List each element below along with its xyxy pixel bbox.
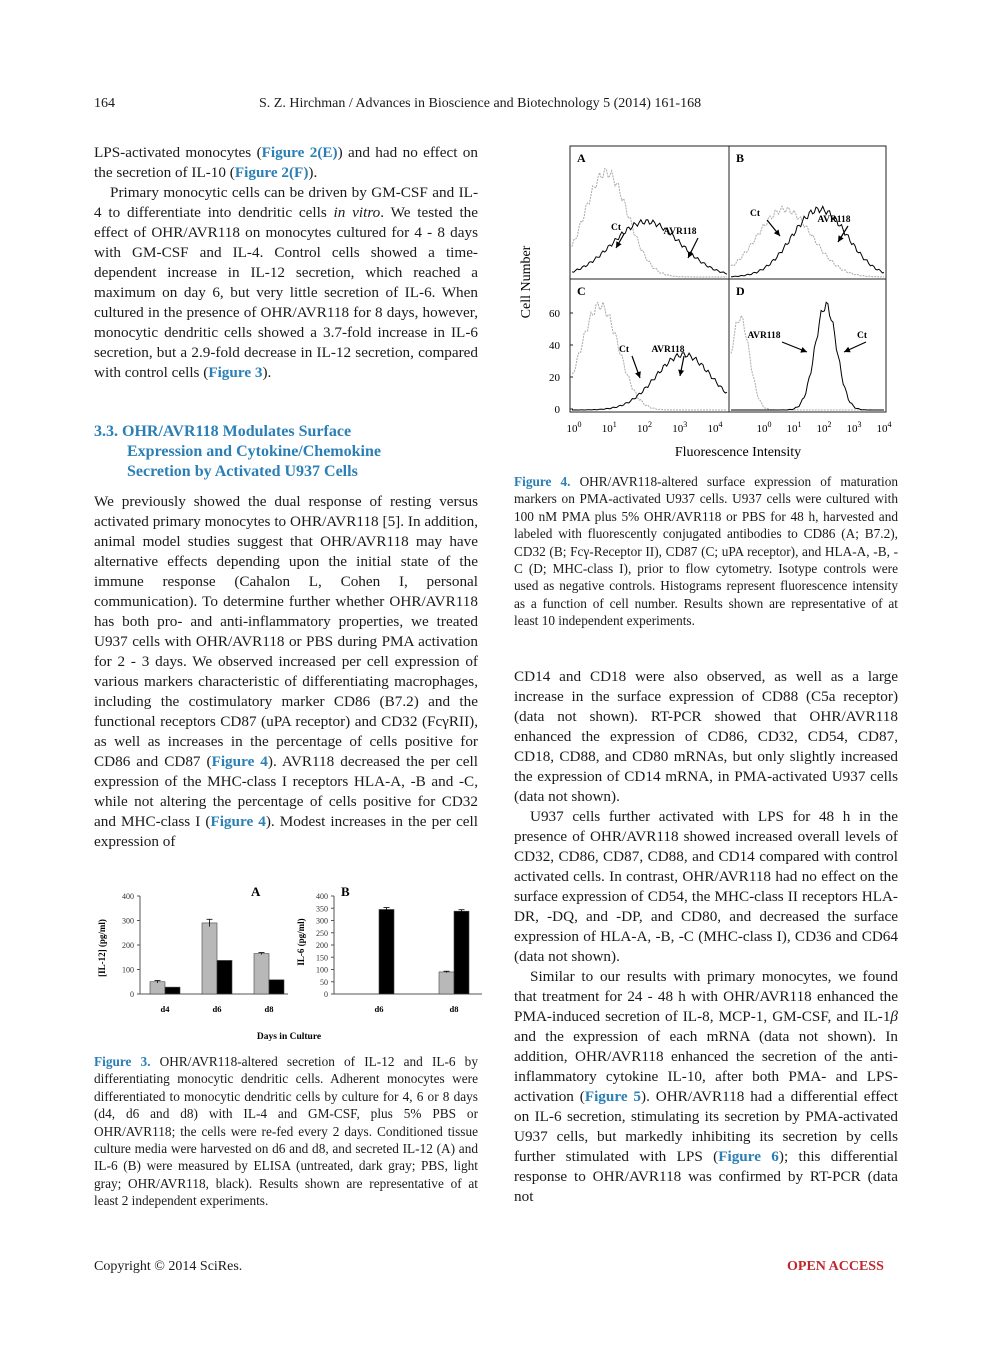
histogram-ct-curve bbox=[731, 316, 884, 410]
figure-link[interactable]: Figure 5 bbox=[584, 1088, 642, 1105]
open-access-badge: OPEN ACCESS bbox=[787, 1259, 884, 1274]
copyright-notice: Copyright © 2014 SciRes. bbox=[94, 1259, 243, 1274]
x-tick-label: d6 bbox=[212, 1004, 222, 1014]
x-tick-label: $10^1$ bbox=[786, 420, 802, 435]
italic-run: in vitro bbox=[333, 204, 381, 221]
y-tick-label: 400 bbox=[316, 892, 328, 901]
bar-ohr-avr118 bbox=[269, 980, 284, 994]
x-tick-label: $10^4$ bbox=[707, 420, 723, 435]
y-tick-label: 150 bbox=[316, 953, 328, 963]
figure-3-ylabel-a: [IL-12] (pg/ml) bbox=[97, 919, 107, 977]
italic-run: β bbox=[890, 1008, 898, 1025]
figure-3-panel-b bbox=[316, 892, 482, 1014]
x-tick-label: d6 bbox=[374, 1004, 384, 1014]
bar-ohr-avr118 bbox=[454, 911, 469, 994]
running-title: S. Z. Hirchman / Advances in Bioscience and Biotechnology 5 (2014) 161-168 bbox=[259, 96, 702, 111]
y-tick-label: 100 bbox=[122, 965, 134, 975]
bar-ohr-avr118 bbox=[165, 987, 180, 994]
ct-annotation: Ct bbox=[856, 331, 868, 341]
section-title-part: OHR/AVR118 Modulates Surface bbox=[122, 423, 352, 440]
x-tick-label: d8 bbox=[264, 1004, 274, 1014]
y-tick-label: 200 bbox=[316, 941, 328, 950]
figure-4-chart bbox=[512, 140, 902, 462]
annotation-arrowhead bbox=[678, 370, 684, 377]
left-paragraph-1 bbox=[94, 143, 478, 183]
text-run: ). Modest increases in the per cell expression of bbox=[94, 813, 478, 850]
section-number: 3.3. bbox=[94, 423, 118, 440]
figure-4-caption-text: OHR/AVR118-altered surface expression of maturation markers on PMA-activated U937 cells. U937 cells were cultured with 100 nM PMA plus 5% OHR/AVR118 or PBS for 48 h, harvested and labeled with fluorescently conjugated antibodies to CD86 (A; B7.2), CD32 (B; Fcγ-Receptor II), CD87 (C; uPA receptor), and HLA-A, -B, -C (D; MHC-class I), prior to flow cytometry. Isotype controls were used as negative controls. Histograms represent fluorescence intensity as a function of cell number. Results shown are representative of at least 10 independent experiments. bbox=[514, 474, 898, 629]
avr118-annotation: AVR118 bbox=[817, 215, 851, 225]
text-run: ) and had no effect on the secretion of IL-10 ( bbox=[94, 144, 478, 181]
y-tick-label: 20 bbox=[549, 372, 560, 384]
histogram-avr118-curve bbox=[572, 353, 727, 410]
panel-label-c: C bbox=[577, 284, 586, 298]
figure-4-caption bbox=[514, 473, 898, 630]
y-tick-label: 100 bbox=[316, 965, 328, 975]
figure-4-caption-label: Figure 4. bbox=[514, 474, 571, 489]
text-run: ); this differential response to OHR/AVR118 was confirmed by RT-PCR (data not bbox=[514, 1148, 898, 1205]
figure-link[interactable]: Figure 4 bbox=[210, 813, 266, 830]
x-tick-label: d8 bbox=[449, 1004, 459, 1014]
ct-annotation: Ct bbox=[610, 223, 622, 233]
y-tick-label: 300 bbox=[316, 916, 328, 926]
y-tick-label: 0 bbox=[324, 990, 328, 999]
figure-3-caption bbox=[94, 1053, 478, 1210]
text-run: ). OHR/AVR118 had a differential effect on IL-6 secretion, stimulating its secretion by PMA-activated U937 cells, but markedly inhibiting its secretion by cells further stimulated with LPS ( bbox=[514, 1088, 898, 1165]
figure-3-chart bbox=[94, 886, 486, 1046]
avr118-annotation: AVR118 bbox=[747, 331, 781, 341]
figure-link[interactable]: Figure 6 bbox=[718, 1148, 779, 1165]
avr118-annotation: AVR118 bbox=[663, 227, 697, 237]
histogram-ct-curve bbox=[572, 302, 727, 410]
left-column-bottom bbox=[94, 492, 478, 852]
figure-4-ylabel: Cell Number bbox=[519, 245, 534, 319]
left-paragraph-3 bbox=[94, 492, 478, 852]
text-run: LPS-activated monocytes ( bbox=[94, 144, 262, 161]
bar-pbs bbox=[254, 954, 269, 994]
text-run: and the expression of each mRNA (data not shown). In addition, OHR/AVR118 enhanced the secretion of the anti-inflammatory cytokine IL-10, after both PMA- and LPS-activation ( bbox=[514, 1028, 898, 1105]
page-number: 164 bbox=[94, 96, 115, 111]
y-tick-label: 0 bbox=[554, 404, 560, 416]
panel-label-a: A bbox=[577, 151, 586, 165]
ct-annotation: Ct bbox=[749, 209, 761, 219]
figure-4-histograms bbox=[549, 146, 892, 435]
bar-ohr-avr118 bbox=[379, 909, 394, 994]
section-heading-line-1 bbox=[94, 422, 478, 442]
y-tick-label: 250 bbox=[316, 928, 328, 938]
x-tick-label: $10^1$ bbox=[601, 420, 617, 435]
histogram-avr118-curve bbox=[731, 302, 884, 410]
y-tick-label: 60 bbox=[549, 308, 560, 320]
ct-annotation: Ct bbox=[618, 345, 630, 355]
figure-link[interactable]: Figure 2(F) bbox=[234, 164, 309, 181]
left-paragraph-2 bbox=[94, 183, 478, 383]
x-tick-label: $10^3$ bbox=[672, 420, 688, 435]
x-tick-label: $10^4$ bbox=[876, 420, 892, 435]
right-paragraph-2: U937 cells further activated with LPS for 48 h in the presence of OHR/AVR118 showed increased overall levels of CD32, CD86, CD87, CD88, and CD14 compared with control activated cells. In contrast, OHR/AVR118 had no effect on the surface expression of CD54, the MHC-class II receptors HLA-DR, -DQ, and -DP, and CD80, and decreased the surface expression of HLA-A, -B, -C (MHC-class I), CD36 and CD64 (data not shown). bbox=[514, 808, 898, 965]
x-tick-label: $10^2$ bbox=[816, 420, 832, 435]
bar-pbs bbox=[202, 923, 217, 994]
panel-label-a: A bbox=[251, 886, 261, 899]
figure-3-ylabel-b: IL-6 (pg/ml) bbox=[296, 918, 306, 966]
y-tick-label: 0 bbox=[130, 990, 134, 999]
histogram-avr118-curve bbox=[572, 220, 727, 274]
right-paragraph-1: CD14 and CD18 were also observed, as well as a large increase in the surface expression of CD88 (C5a receptor) (data not shown). RT-PCR showed that OHR/AVR118 enhanced the expression of CD86, CD32, CD54, CD87, CD18, CD88, and CD80 mRNAs, but only slightly increased the expression of CD14 mRNA, in PMA-activated U937 cells (data not shown). bbox=[514, 668, 898, 805]
avr118-annotation: AVR118 bbox=[651, 345, 685, 355]
right-column bbox=[514, 667, 898, 1207]
figure-3-caption-text: OHR/AVR118-altered secretion of IL-12 and IL-6 by differentiating monocytic dendritic cells. Adherent monocytes were differentiated to monocytic dendritic cells by culture for 4, 6 or 8 days (d4, d6 and d8) with IL-4 and GM-CSF, plus 5% PBS or OHR/AVR118; the cells were re-fed every 2 days. Conditioned tissue culture media were harvested on d6 and d8, and secreted IL-12 (A) and IL-6 (B) were measured by ELISA (untreated, dark gray; PBS, light gray; OHR/AVR118, black). Results shown are representative of at least 2 independent experiments. bbox=[94, 1054, 478, 1209]
panel-label-b: B bbox=[736, 151, 745, 165]
text-run: We previously showed the dual response of resting versus activated primary monocytes to OHR/AVR118 [5]. In addition, animal model studies suggest that OHR/AVR118 may have alternative effects depending upon the initial state of the immune response (Cahalon L, Cohen I, personal communication). To determine further whether OHR/AVR118 has both pro- and anti-inflammatory properties, we treated U937 cells with OHR/AVR118 or PBS during PMA activation for 2 - 3 days. We observed increased per cell expression of various markers characteristic of differentiating macrophages, including the costimulatory marker CD86 (B7.2) and the functional receptors CD87 (uPA receptor) and CD32 (FcγRII), as well as increases in the percentage of cells positive for CD86 and CD87 ( bbox=[94, 493, 478, 770]
figure-3-xlabel: Days in Culture bbox=[256, 1032, 322, 1042]
panel-label-d: D bbox=[736, 284, 745, 298]
annotation-arrowhead bbox=[838, 235, 844, 242]
section-heading bbox=[94, 422, 478, 482]
y-tick-label: 40 bbox=[549, 340, 560, 352]
figure-link[interactable]: Figure 3 bbox=[208, 364, 263, 381]
x-tick-label: $10^0$ bbox=[756, 420, 772, 435]
y-tick-label: 400 bbox=[122, 892, 134, 901]
text-run: . We tested the effect of OHR/AVR118 on monocytes cultured for 4 - 8 days with GM-CSF and IL-4. Control cells showed a time-dependent increase in IL-12 secretion, which reached a maximum on day 6, but very little secretion of IL-6. When cultured in the presence of OHR/AVR118 for 8 days, however, monocytic dendritic cells showed a 3.7-fold increase in IL-6 secretion, but a 2.9-fold decrease in IL-12 secretion, compared with control cells ( bbox=[94, 204, 478, 381]
y-tick-label: 350 bbox=[316, 904, 328, 914]
text-run: ). AVR118 decreased the per cell expression of the MHC-class I receptors HLA-A, -B and -C, while not altering the percentage of cells positive for CD32 and MHC-class I ( bbox=[94, 753, 478, 830]
figure-link[interactable]: Figure 2(E) bbox=[261, 144, 338, 161]
y-tick-label: 300 bbox=[122, 916, 134, 926]
text-run: Similar to our results with primary monocytes, we found that treatment for 24 - 48 h with OHR/AVR118 enhanced the PMA-induced secretion of IL-8, MCP-1, GM-CSF, and IL-1 bbox=[514, 968, 898, 1025]
figure-3-caption-label: Figure 3. bbox=[94, 1054, 151, 1069]
figure-3-panel-a bbox=[122, 892, 288, 1014]
x-tick-label: d4 bbox=[160, 1004, 170, 1014]
right-paragraph-3 bbox=[514, 967, 898, 1207]
figure-link[interactable]: Figure 4 bbox=[211, 753, 268, 770]
bar-pbs bbox=[150, 982, 165, 994]
bar-ohr-avr118 bbox=[217, 960, 232, 994]
y-tick-label: 200 bbox=[122, 941, 134, 950]
figure-4-xlabel: Fluorescence Intensity bbox=[674, 445, 802, 460]
text-run: Primary monocytic cells can be driven by GM-CSF and IL-4 to differentiate into dendritic cells bbox=[94, 184, 478, 221]
left-column-top bbox=[94, 143, 478, 383]
text-run: ). bbox=[262, 364, 272, 381]
x-tick-label: $10^2$ bbox=[637, 420, 652, 435]
section-heading-line-3: Secretion by Activated U937 Cells bbox=[127, 463, 358, 480]
section-heading-line-2: Expression and Cytokine/Chemokine bbox=[127, 443, 381, 460]
text-run: ). bbox=[308, 164, 318, 181]
y-tick-label: 50 bbox=[320, 977, 328, 987]
x-tick-label: $10^0$ bbox=[566, 420, 582, 435]
x-tick-label: $10^3$ bbox=[846, 420, 862, 435]
bar-pbs bbox=[439, 972, 454, 994]
panel-label-b: B bbox=[341, 886, 350, 899]
